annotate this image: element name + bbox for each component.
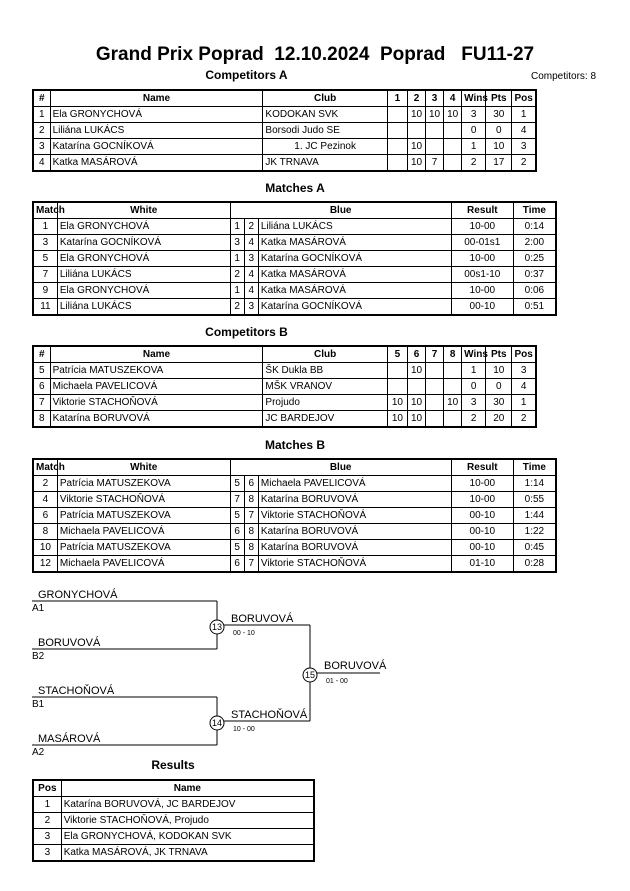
cell: 8 [33, 411, 50, 428]
cell: 0:37 [513, 267, 556, 283]
col-header: Club [263, 90, 387, 107]
cell [387, 155, 407, 172]
cell: Viktorie STACHOŇOVÁ [57, 492, 230, 508]
cell: 1 [512, 107, 536, 123]
results-title: Results [151, 758, 195, 772]
cell: 6 [33, 379, 50, 395]
cell: Katarína GOCNÍKOVÁ [258, 299, 451, 316]
cell: JC BARDEJOV [263, 411, 387, 428]
table-row [33, 155, 536, 172]
cell: Katka MASÁROVÁ [50, 155, 263, 172]
cell: 10 [426, 107, 444, 123]
cell: 4 [33, 492, 57, 508]
cell: Ela GRONYCHOVÁ [57, 283, 230, 299]
col-header: 6 [407, 346, 425, 363]
cell: 8 [244, 492, 258, 508]
col-header: Blue [230, 202, 451, 219]
cell: 10 [387, 395, 407, 411]
cell: 1 [230, 283, 244, 299]
cell [426, 395, 444, 411]
cell: 0 [486, 379, 512, 395]
cell: 3 [462, 395, 486, 411]
col-header: Match [33, 459, 57, 476]
cell: 0:51 [513, 299, 556, 316]
cell [444, 123, 462, 139]
cell: 1 [230, 219, 244, 235]
table-row [33, 395, 536, 411]
cell: Ela GRONYCHOVÁ [57, 251, 230, 267]
col-header: Pos [512, 346, 536, 363]
table-row [33, 139, 536, 155]
cell: 1:14 [513, 476, 556, 492]
cell: 7 [230, 492, 244, 508]
cell [444, 411, 462, 428]
cell: Patrícia MATUSZEKOVA [57, 476, 230, 492]
cell: 3 [33, 235, 57, 251]
cell: 4 [244, 235, 258, 251]
cell [387, 363, 407, 379]
cell: 0 [462, 379, 486, 395]
matches-a-title: Matches A [265, 181, 325, 195]
cell: Katarína BORUVOVÁ [258, 492, 451, 508]
cell: 0:28 [513, 556, 556, 573]
cell: 00-10 [451, 299, 513, 316]
cell: Viktorie STACHOŇOVÁ [258, 556, 451, 573]
cell: 10 [407, 107, 425, 123]
cell: 10 [486, 363, 512, 379]
col-header: Time [513, 459, 556, 476]
cell: Liliána LUKÁCS [258, 219, 451, 235]
matches-a-table [32, 201, 557, 316]
cell: 7 [33, 395, 50, 411]
cell: 2 [512, 411, 536, 428]
cell: 3 [230, 235, 244, 251]
table-row [33, 363, 536, 379]
cell: 10 [407, 395, 425, 411]
cell: JK TRNAVA [263, 155, 387, 172]
table-row [33, 829, 314, 845]
bracket-score: 00 - 10 [233, 630, 255, 637]
bracket-winner-name: STACHOŇOVÁ [231, 709, 308, 721]
table-row [33, 411, 536, 428]
cell: 4 [512, 123, 536, 139]
col-header: White [57, 202, 230, 219]
table-row [33, 379, 536, 395]
cell: 0:25 [513, 251, 556, 267]
cell: Katarína BORUVOVÁ [50, 411, 263, 428]
cell: 10 [387, 411, 407, 428]
col-header: 3 [426, 90, 444, 107]
cell: Viktorie STACHOŇOVÁ [50, 395, 263, 411]
cell: Michaela PAVELICOVÁ [258, 476, 451, 492]
bracket-winner-name: BORUVOVÁ [324, 660, 387, 672]
cell: Projudo [263, 395, 387, 411]
table-row [33, 508, 556, 524]
cell: 10-00 [451, 476, 513, 492]
table-row [33, 107, 536, 123]
table-row [33, 283, 556, 299]
cell: 12 [33, 556, 57, 573]
table-header-row [33, 346, 536, 363]
col-header: Wins [462, 346, 486, 363]
cell: Patrícia MATUSZEKOVA [57, 540, 230, 556]
cell: 1 [462, 363, 486, 379]
cell: 9 [33, 283, 57, 299]
cell: 01-10 [451, 556, 513, 573]
cell: Katka MASÁROVÁ [258, 283, 451, 299]
table-row [33, 251, 556, 267]
col-header: Name [50, 90, 263, 107]
cell: 1:22 [513, 524, 556, 540]
results-table [32, 779, 315, 862]
cell: 3 [512, 139, 536, 155]
competitors-a-table [32, 89, 537, 172]
cell: 5 [230, 476, 244, 492]
cell: ŠK Dukla BB [263, 363, 387, 379]
cell: 7 [244, 556, 258, 573]
bracket-winner-name: BORUVOVÁ [231, 613, 294, 625]
cell: 10-00 [451, 492, 513, 508]
cell [387, 379, 407, 395]
cell: 0:14 [513, 219, 556, 235]
cell: 5 [230, 508, 244, 524]
cell: 2 [230, 267, 244, 283]
cell: 1 [33, 797, 61, 813]
col-header: 4 [444, 90, 462, 107]
bracket-slot-seed: B2 [32, 651, 45, 662]
table-row [33, 492, 556, 508]
cell: 10 [444, 107, 462, 123]
cell: Katarína GOCNÍKOVÁ [258, 251, 451, 267]
cell: 00s1-10 [451, 267, 513, 283]
cell: 7 [244, 508, 258, 524]
table-row [33, 845, 314, 862]
cell: 10 [33, 540, 57, 556]
cell: 10 [407, 139, 425, 155]
col-header: Result [451, 459, 513, 476]
table-row [33, 299, 556, 316]
cell: Viktorie STACHOŇOVÁ, Projudo [61, 813, 314, 829]
knockout-bracket [0, 580, 630, 760]
cell: 7 [426, 155, 444, 172]
bracket-slot-seed: A1 [32, 603, 45, 614]
col-header: Result [451, 202, 513, 219]
col-header: Match [33, 202, 57, 219]
cell: Michaela PAVELICOVÁ [50, 379, 263, 395]
table-row [33, 235, 556, 251]
table-row [33, 813, 314, 829]
cell: 3 [33, 139, 50, 155]
table-row [33, 123, 536, 139]
cell [387, 107, 407, 123]
cell: 30 [486, 107, 512, 123]
cell: 10-00 [451, 219, 513, 235]
col-header: Wins [462, 90, 486, 107]
cell: 2 [244, 219, 258, 235]
col-header: Pos [512, 90, 536, 107]
cell: 1 [462, 139, 486, 155]
cell: 5 [33, 363, 50, 379]
bracket-slot-name: STACHOŇOVÁ [38, 685, 115, 697]
cell: 6 [244, 476, 258, 492]
cell: 8 [33, 524, 57, 540]
cell [426, 363, 444, 379]
cell: 2 [230, 299, 244, 316]
cell [387, 123, 407, 139]
cell: 00-10 [451, 524, 513, 540]
cell: 2 [33, 123, 50, 139]
cell: 4 [244, 267, 258, 283]
cell [407, 123, 425, 139]
col-header: 7 [426, 346, 444, 363]
bracket-slot-seed: A2 [32, 747, 45, 758]
cell: Viktorie STACHOŇOVÁ [258, 508, 451, 524]
cell [407, 379, 425, 395]
cell: 4 [512, 379, 536, 395]
bracket-slot-name: MASÁROVÁ [38, 733, 101, 745]
cell: 5 [230, 540, 244, 556]
page-title: Grand Prix Poprad 12.10.2024 Poprad FU11-27 [95, 44, 535, 65]
cell: Katka MASÁROVÁ, JK TRNAVA [61, 845, 314, 862]
table-header-row [33, 459, 556, 476]
cell: Ela GRONYCHOVÁ, KODOKAN SVK [61, 829, 314, 845]
matches-b-table [32, 458, 557, 573]
cell [426, 139, 444, 155]
cell: 5 [33, 251, 57, 267]
cell: 2 [462, 155, 486, 172]
cell: 2 [33, 476, 57, 492]
col-header: 5 [387, 346, 407, 363]
cell: Katarína BORUVOVÁ [258, 524, 451, 540]
cell: 10 [407, 363, 425, 379]
table-row [33, 797, 314, 813]
cell: 10 [407, 155, 425, 172]
col-header: Pos [33, 780, 61, 797]
cell: 3 [33, 845, 61, 862]
cell: 0:06 [513, 283, 556, 299]
cell: 3 [512, 363, 536, 379]
cell: 8 [244, 524, 258, 540]
col-header: # [33, 90, 50, 107]
cell: 4 [33, 155, 50, 172]
cell: Patrícia MATUSZEKOVA [57, 508, 230, 524]
cell [426, 379, 444, 395]
cell [426, 123, 444, 139]
competitors-a-title: Competitors A [205, 68, 288, 82]
table-header-row [33, 780, 314, 797]
cell: Katarína GOCNÍKOVÁ [50, 139, 263, 155]
col-header: Club [263, 346, 387, 363]
cell: 8 [244, 540, 258, 556]
cell: Ela GRONYCHOVÁ [57, 219, 230, 235]
cell: Liliána LUKÁCS [57, 299, 230, 316]
cell: Patrícia MATUSZEKOVA [50, 363, 263, 379]
cell: 1 [512, 395, 536, 411]
matches-b-title: Matches B [264, 438, 326, 452]
cell: 1:44 [513, 508, 556, 524]
cell: 10 [407, 411, 425, 428]
col-header: White [57, 459, 230, 476]
cell: Borsodi Judo SE [263, 123, 387, 139]
cell: 3 [244, 251, 258, 267]
cell: Katarína GOCNÍKOVÁ [57, 235, 230, 251]
cell: 2 [33, 813, 61, 829]
cell [426, 411, 444, 428]
table-row [33, 219, 556, 235]
cell: Katarína BORUVOVÁ [258, 540, 451, 556]
col-header: # [33, 346, 50, 363]
competitors-count: Competitors: 8 [531, 71, 597, 82]
col-header: 2 [407, 90, 425, 107]
col-header: 8 [444, 346, 462, 363]
cell [444, 139, 462, 155]
cell: 1. JC Pezinok [263, 139, 387, 155]
col-header: Pts [486, 90, 512, 107]
table-row [33, 556, 556, 573]
bracket-slot-name: GRONYCHOVÁ [38, 589, 118, 601]
cell: 1 [33, 219, 57, 235]
col-header: Name [61, 780, 314, 797]
cell: 7 [33, 267, 57, 283]
cell [444, 155, 462, 172]
table-row [33, 524, 556, 540]
cell: 6 [33, 508, 57, 524]
cell: 0:55 [513, 492, 556, 508]
cell: 3 [33, 829, 61, 845]
match-number: 15 [304, 670, 316, 680]
cell: KODOKAN SVK [263, 107, 387, 123]
table-header-row [33, 202, 556, 219]
cell: 2:00 [513, 235, 556, 251]
table-row [33, 476, 556, 492]
cell: 6 [230, 524, 244, 540]
cell [444, 379, 462, 395]
table-header-row [33, 90, 536, 107]
col-header: Blue [230, 459, 451, 476]
cell: 11 [33, 299, 57, 316]
cell: Katka MASÁROVÁ [258, 235, 451, 251]
cell: 4 [244, 283, 258, 299]
cell: 1 [230, 251, 244, 267]
cell: 10 [444, 395, 462, 411]
cell: 0 [462, 123, 486, 139]
cell: 10-00 [451, 251, 513, 267]
cell: Katarína BORUVOVÁ, JC BARDEJOV [61, 797, 314, 813]
cell: 2 [462, 411, 486, 428]
bracket-slot-seed: B1 [32, 699, 45, 710]
competitors-b-title: Competitors B [205, 325, 288, 339]
cell [444, 363, 462, 379]
cell: 0 [486, 123, 512, 139]
cell: Katka MASÁROVÁ [258, 267, 451, 283]
cell: Michaela PAVELICOVÁ [57, 524, 230, 540]
cell: 10-00 [451, 283, 513, 299]
cell [387, 139, 407, 155]
bracket-score: 01 - 00 [326, 678, 348, 685]
bracket-slot-name: BORUVOVÁ [38, 637, 101, 649]
match-number: 14 [211, 718, 223, 728]
bracket-score: 10 - 00 [233, 726, 255, 733]
cell: 00-10 [451, 540, 513, 556]
cell: 30 [486, 395, 512, 411]
cell: 20 [486, 411, 512, 428]
cell: Liliána LUKÁCS [50, 123, 263, 139]
col-header: Pts [486, 346, 512, 363]
cell: 1 [33, 107, 50, 123]
match-number: 13 [211, 622, 223, 632]
table-row [33, 267, 556, 283]
col-header: 1 [387, 90, 407, 107]
cell: 00-10 [451, 508, 513, 524]
cell: 10 [486, 139, 512, 155]
cell: Michaela PAVELICOVÁ [57, 556, 230, 573]
cell: 6 [230, 556, 244, 573]
cell: 00-01s1 [451, 235, 513, 251]
cell: MŠK VRANOV [263, 379, 387, 395]
cell: Liliána LUKÁCS [57, 267, 230, 283]
cell: 17 [486, 155, 512, 172]
cell: 0:45 [513, 540, 556, 556]
cell: 3 [462, 107, 486, 123]
cell: Ela GRONYCHOVÁ [50, 107, 263, 123]
col-header: Name [50, 346, 263, 363]
table-row [33, 540, 556, 556]
col-header: Time [513, 202, 556, 219]
competitors-b-table [32, 345, 537, 428]
bracket-lines [32, 601, 380, 745]
cell: 2 [512, 155, 536, 172]
cell: 3 [244, 299, 258, 316]
